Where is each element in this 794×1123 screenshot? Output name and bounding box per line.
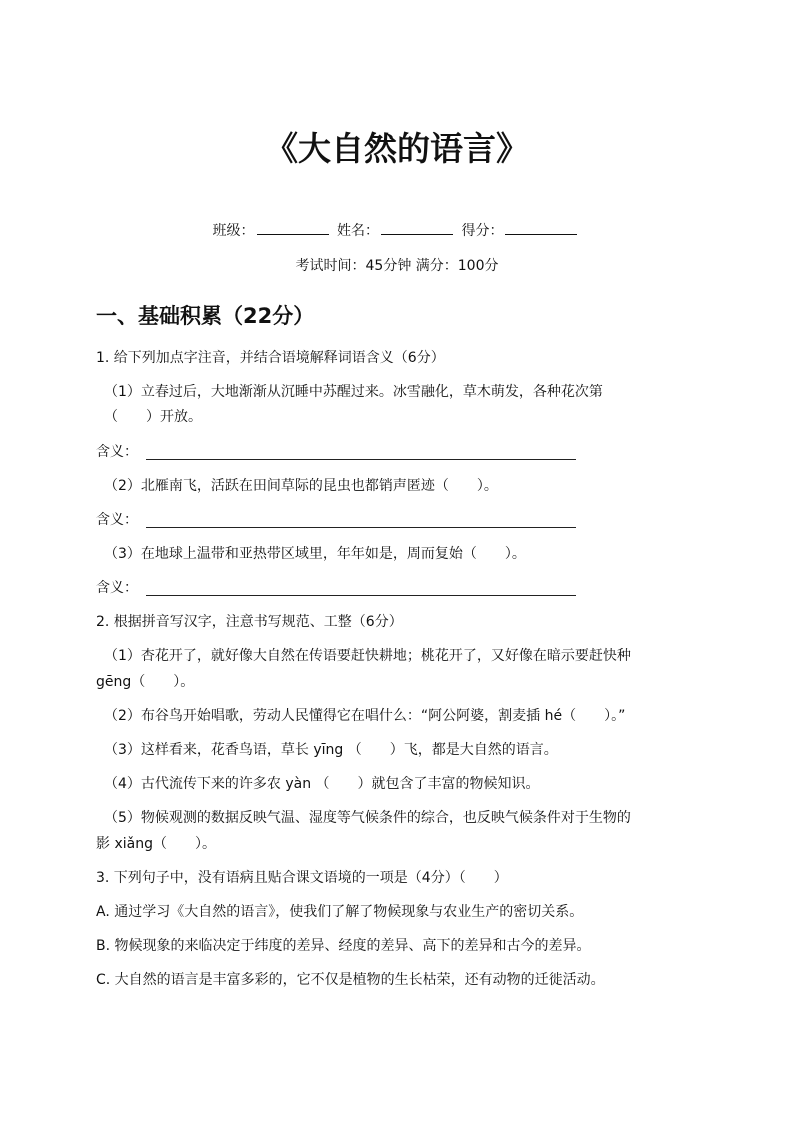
q2-item2: （2）布谷鸟开始唱歌，劳动人民懂得它在唱什么：“阿公阿婆，割麦插 hé（ ）。” <box>104 708 626 724</box>
class-blank[interactable] <box>257 222 329 235</box>
page-title: 《大自然的语言》 <box>265 129 529 168</box>
q1-meaning-label-2: 含义： <box>96 512 138 528</box>
q1-item1-line2: （ ）开放。 <box>104 409 202 425</box>
q1-item3: （3）在地球上温带和亚热带区域里，年年如是，周而复始（ ）。 <box>104 546 526 562</box>
student-info-line <box>0 220 794 240</box>
section-heading: 一、基础积累（22分） <box>96 304 315 328</box>
q2-item5-line2: 影 xiǎng（ ）。 <box>96 836 216 852</box>
class-label: 班级： <box>212 223 255 239</box>
q3-option-c[interactable]: C. 大自然的语言是丰富多彩的，它不仅是植物的生长枯荣，还有动物的迁徙活动。 <box>96 972 605 988</box>
q1-meaning-label-1: 含义： <box>96 444 138 460</box>
q3-option-b[interactable]: B. 物候现象的来临决定于纬度的差异、经度的差异、高下的差异和古今的差异。 <box>96 938 591 954</box>
q2-item3: （3）这样看来，花香鸟语，草长 yīng （ ）飞，都是大自然的语言。 <box>104 742 558 758</box>
q2-stem: 2. 根据拼音写汉字，注意书写规范、工整（6分） <box>96 614 403 630</box>
score-label: 得分： <box>461 223 504 239</box>
q3-option-a[interactable]: A. 通过学习《大自然的语言》，使我们了解了物候现象与农业生产的密切关系。 <box>96 904 584 920</box>
q1-item2: （2）北雁南飞，活跃在田间草际的昆虫也都销声匿迹（ ）。 <box>104 478 498 494</box>
q1-item1-line1: （1）立春过后，大地渐渐从沉睡中苏醒过来。冰雪融化，草木萌发，各种花次第 <box>104 384 603 400</box>
q1-answer-line-3[interactable] <box>146 595 576 596</box>
exam-info: 考试时间：45分钟 满分：100分 <box>295 258 499 274</box>
q1-answer-line-1[interactable] <box>146 459 576 460</box>
q2-item5-line1: （5）物候观测的数据反映气温、湿度等气候条件的综合，也反映气候条件对于生物的 <box>104 810 631 826</box>
q2-item1-line1: （1）杏花开了，就好像大自然在传语要赶快耕地；桃花开了，又好像在暗示要赶快种 <box>104 648 631 664</box>
name-label: 姓名： <box>337 223 379 239</box>
q1-stem: 1. 给下列加点字注音，并结合语境解释词语含义（6分） <box>96 350 445 366</box>
q2-item1-line2: gēng（ ）。 <box>96 674 195 690</box>
q1-meaning-label-3: 含义： <box>96 580 138 596</box>
q1-answer-line-2[interactable] <box>146 527 576 528</box>
q2-item4: （4）古代流传下来的许多农 yàn （ ）就包含了丰富的物候知识。 <box>104 776 540 792</box>
name-blank[interactable] <box>381 222 453 235</box>
q3-stem: 3. 下列句子中，没有语病且贴合课文语境的一项是（4分）（ ） <box>96 870 508 886</box>
score-blank[interactable] <box>505 222 577 235</box>
